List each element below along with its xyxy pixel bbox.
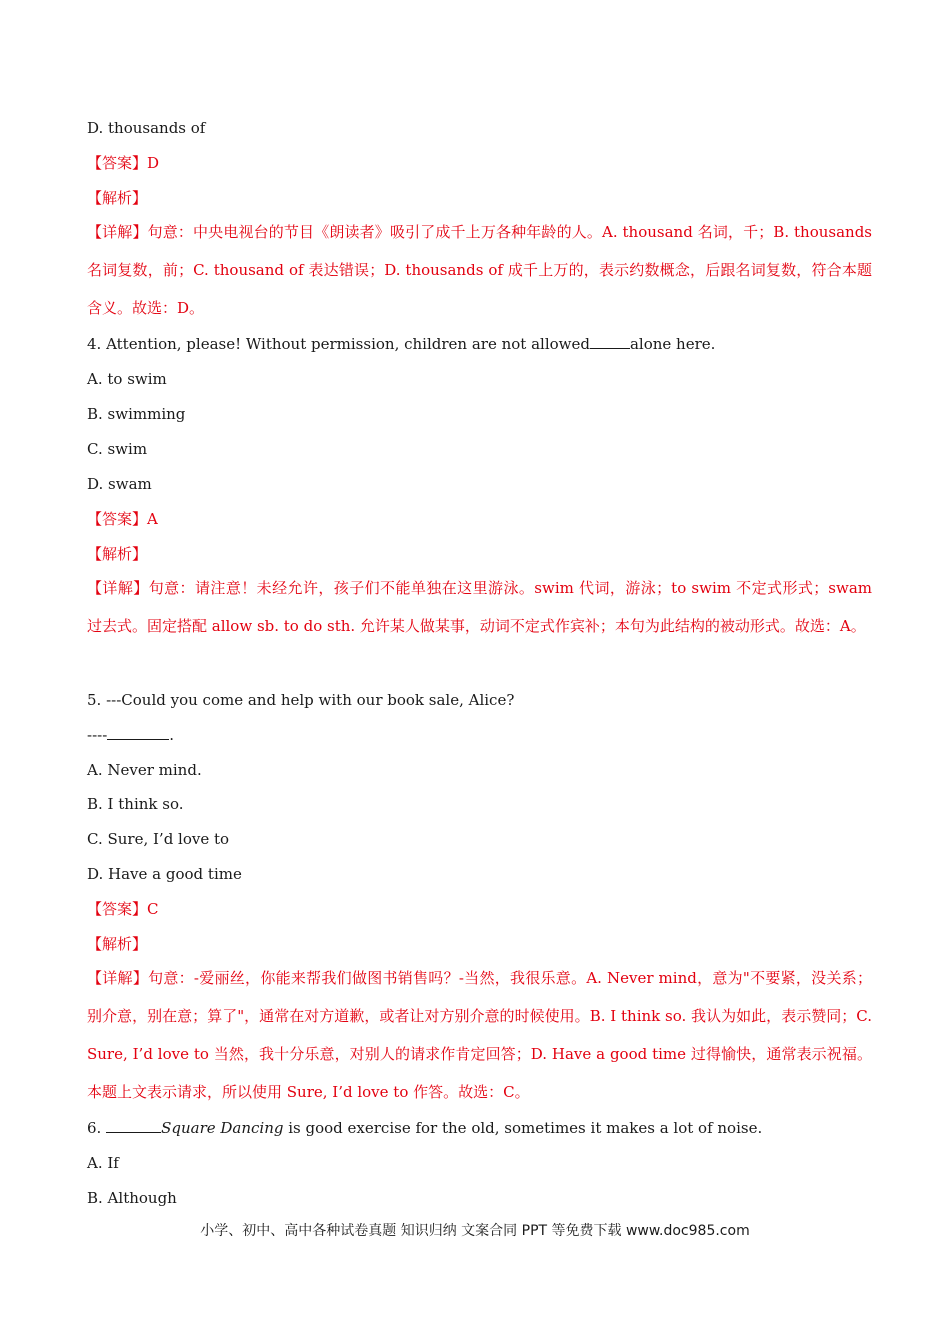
q6-stem — [87, 1118, 872, 1138]
q6-number: 6. — [87, 1119, 102, 1137]
q5-blank — [107, 725, 169, 740]
q3-analysis-label: 【解析】 — [87, 189, 148, 207]
q4-stem-text: 4. Attention, please! Without permission, children are not allowed — [87, 335, 590, 353]
q5-detail: 【详解】句意：-爱丽丝，你能来帮我们做图书销售吗？-当然，我很乐意。A. Never mind，意为"不要紧，没关系；别介意，别在意；算了"，通常在对方道歉，或者让对方别介意的时候使用。B. I think so. 我认为如此，表示赞同；C. Sure, I’d love to 当然，我十分乐意，对别人的请求作肯定回答；D. Have a good time 过得愉快，通常表示祝福。本题上文表示请求，所以使用 Sure, I’d love to 作答。故选：C。 — [87, 969, 872, 1101]
q4-option-c: C. swim — [87, 440, 148, 458]
q5-answer: 【答案】C — [87, 900, 159, 918]
q4-blank — [590, 334, 630, 349]
q6-blank — [106, 1118, 161, 1133]
q5-analysis-label: 【解析】 — [87, 935, 148, 953]
q4-stem — [87, 334, 872, 354]
q6-option-b: B. Although — [87, 1189, 177, 1207]
q4-option-b: B. swimming — [87, 405, 186, 423]
q6-title: Square Dancing — [161, 1119, 284, 1137]
q5-reply — [87, 725, 872, 745]
q5-reply-prefix: ---- — [87, 726, 108, 744]
q5-reply-suffix: . — [169, 726, 175, 744]
q5-option-a: A. Never mind. — [87, 761, 202, 779]
q4-detail: 【详解】句意：请注意！未经允许，孩子们不能单独在这里游泳。swim 代词，游泳；to swim 不定式形式；swam 过去式。固定搭配 allow sb. to do sth. 允许某人做某事，动词不定式作宾补；本句为此结构的被动形式。故选：A。 — [87, 579, 872, 635]
q5-option-d: D. Have a good time — [87, 865, 242, 883]
q4-stem-end: alone here. — [629, 335, 716, 353]
q4-analysis-label: 【解析】 — [87, 545, 148, 563]
q3-detail: 【详解】句意：中央电视台的节目《朗读者》吸引了成千上万各种年龄的人。A. thousand 名词，千；B. thousands 名词复数，前；C. thousand of 表达错误；D. thousands of 成千上万的，表示约数概念，后跟名词复数，符合本题含义。故选：D。 — [87, 223, 872, 317]
q5-option-b: B. I think so. — [87, 795, 184, 813]
q5-option-c: C. Sure, I’d love to — [87, 830, 230, 848]
page-footer: 小学、初中、高中各种试卷真题 知识归纳 文案合同 PPT 等免费下载 www.doc985.com — [200, 1223, 750, 1239]
q3-option-d: D. thousands of — [87, 119, 206, 137]
q4-option-a: A. to swim — [87, 370, 167, 388]
q4-answer: 【答案】A — [87, 510, 158, 528]
q4-option-d: D. swam — [87, 475, 152, 493]
q6-option-a: A. If — [87, 1154, 119, 1172]
q3-answer: 【答案】D — [87, 154, 160, 172]
q6-stem-end: is good exercise for the old, sometimes it makes a lot of noise. — [283, 1119, 763, 1137]
q5-stem: 5. ---Could you come and help with our book sale, Alice? — [87, 691, 515, 709]
